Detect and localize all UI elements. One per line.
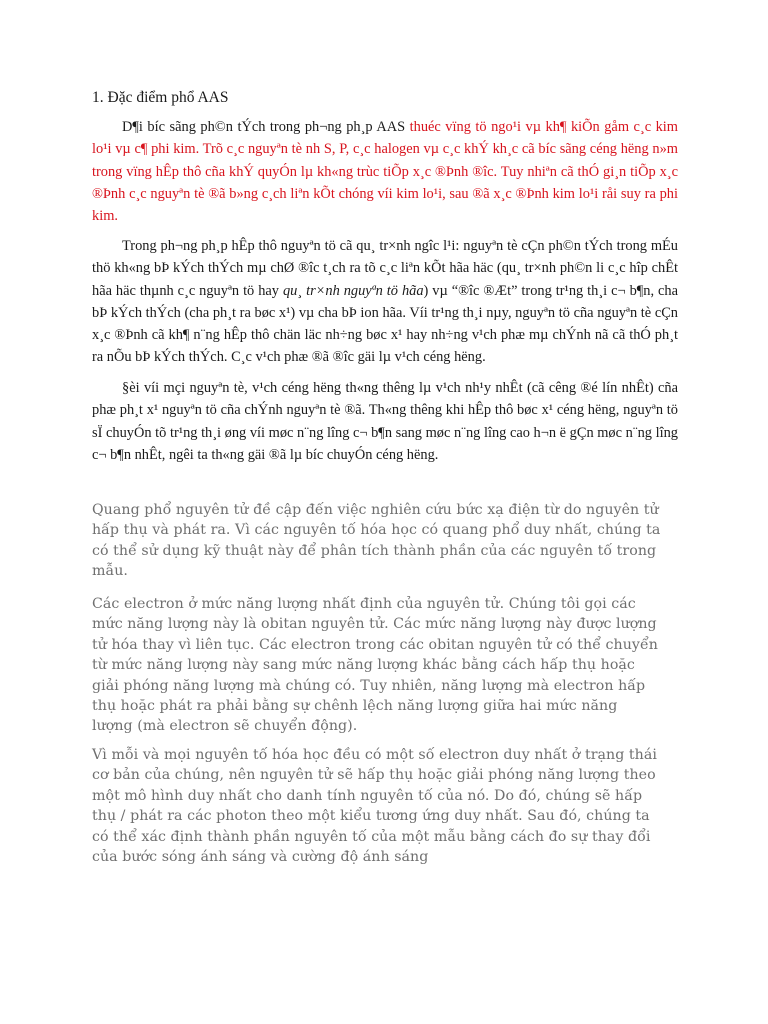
paragraph-text: D¶i bíc sãng ph©n tÝch trong ph¬ng ph¸p AAS	[122, 119, 410, 135]
legacy-paragraph-1	[92, 116, 678, 227]
highlighted-text: thuéc vïng tö ngo¹i vµ kh¶ kiÕn gåm c¸c kim lo¹i vµ c¶ phi kim. Trõ c¸c nguyªn tè nh S, P, c¸c halogen vµ c¸c khÝ kh¸c cã bíc sãng céng hëng n»m trong vïng hÊp thô cña khÝ quyÓn lµ kh«ng trùc tiÕp x¸c ®Þnh ®îc. Tuy nhiªn cã thÓ gi¸n tiÕp x¸c ®Þnh c¸c nguyªn tè ®ã b»ng c¸ch liªn kÕt chóng víi kim lo¹i, sau ®ã x¸c ®Þnh kim lo¹i råi suy ra phi kim.	[92, 119, 678, 225]
paragraph-text: Trong ph¬ng ph¸p hÊp thô nguyªn tö cã qu¸ tr×nh ngîc l¹i: nguyªn tè cÇn ph©n tÝch trong mÉu thö kh«ng bÞ kÝch thÝch mµ chØ ®îc t¸ch ra tõ c¸c liªn kÕt hãa häc (qu¸ tr×nh ph©n li c¸c hîp chÊt hãa häc thµnh c¸c nguyªn tö hay	[92, 238, 678, 299]
modern-paragraph-3: Vì mỗi và mọi nguyên tố hóa học đều có một số electron duy nhất ở trạng thái cơ bản của chúng, nên nguyên tử sẽ hấp thụ hoặc giải phóng năng lượng theo một mô hình duy nhất cho danh tính nguyên tố của nó. Do đó, chúng sẽ hấp thụ / phát ra các photon theo một kiểu tương ứng duy nhất. Sau đó, chúng ta có thể xác định thành phần nguyên tố của một mẫu bằng cách đo sự thay đổi của bước sóng ánh sáng và cường độ ánh sáng	[92, 747, 657, 866]
legacy-paragraph-3: §èi víi mçi nguyªn tè, v¹ch céng hëng th«ng thêng lµ v¹ch nh¹y nhÊt (cã cêng ®é lín nhÊt) cña phæ ph¸t x¹ nguyªn tö cña chÝnh nguyªn tè ®ã. Th«ng thêng khi hÊp thô bøc x¹ céng hëng, nguyªn tö sÏ chuyÓn tõ tr¹ng th¸i øng víi møc n¨ng lîng c¬ b¶n sang møc n¨ng lîng cao h¬n ë gÇn møc n¨ng lîng c¬ b¶n nhÊt, ngêi ta th«ng gäi ®ã lµ bíc chuyÓn céng hëng.	[92, 380, 678, 463]
modern-paragraph-1: Quang phổ nguyên tử đề cập đến việc nghiên cứu bức xạ điện từ do nguyên tử hấp thụ và phát ra. Vì các nguyên tố hóa học có quang phổ duy nhất, chúng ta có thể sử dụng kỹ thuật này để phân tích thành phần của các nguyên tố trong mẫu.	[92, 502, 661, 580]
section-heading: 1. Đặc điểm phổ AAS	[92, 89, 229, 106]
legacy-paragraph-2	[92, 235, 678, 369]
paragraph-text: ) vµ “®îc ®Æt” trong tr¹ng th¸i c¬ b¶n, cha bÞ kÝch thÝch (cha ph¸t ra bøc x¹) vµ cha bÞ ion hãa. Víi tr¹ng th¸i nµy, nguyªn tö cña nguyªn tè cÇn x¸c ®Þnh cã kh¶ n¨ng hÊp thô chän läc nh÷ng bøc x¹ hay nh÷ng v¹ch phæ mµ chÝnh nã cã thÓ ph¸t ra nÕu bÞ kÝch thÝch. C¸c v¹ch phæ ®ã ®îc gäi lµ v¹ch céng hëng.	[92, 282, 678, 366]
modern-paragraph-2: Các electron ở mức năng lượng nhất định của nguyên tử. Chúng tôi gọi các mức năng lượng này là obitan nguyên tử. Các mức năng lượng này được lượng tử hóa thay vì liên tục. Các electron trong các obitan nguyên tử có thể chuyển từ mức năng lượng này sang mức năng lượng khác bằng cách hấp thụ hoặc giải phóng năng lượng mà chúng có. Tuy nhiên, năng lượng mà electron hấp thụ hoặc phát ra phải bằng sự chênh lệch năng lượng giữa hai mức năng lượng (mà electron sẽ chuyển động).	[92, 596, 658, 735]
italic-text: qu¸ tr×nh nguyªn tö hãa	[282, 282, 424, 299]
